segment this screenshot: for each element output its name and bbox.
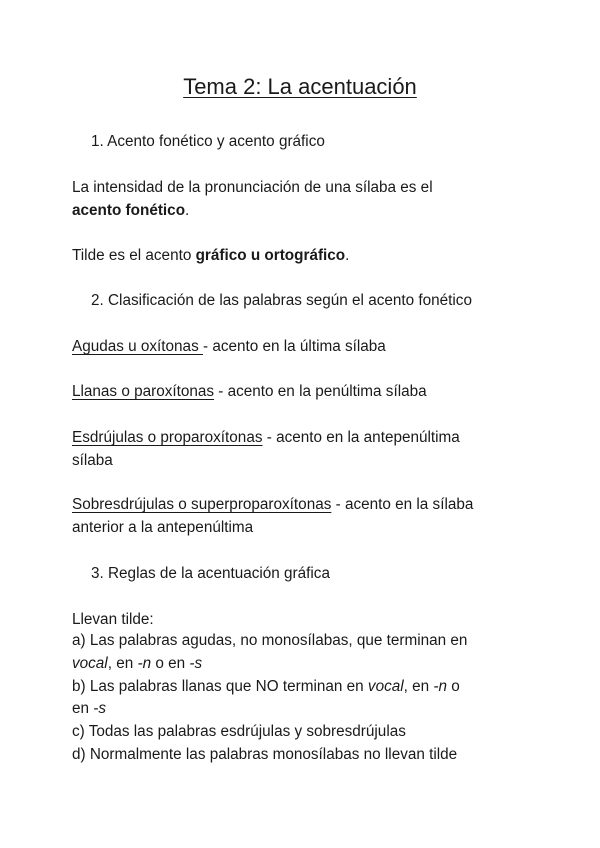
paragraph-tilde [72,246,349,266]
classification-desc: - acento en la última sílaba [202,338,386,355]
classification-term: Agudas u oxítonas [72,338,203,355]
period: . [185,202,190,219]
italic-s: -s [93,700,107,717]
rule-text: , en [403,678,434,695]
italic-vocal: vocal [367,678,404,695]
period: . [345,247,350,264]
term-acento-fonetico: acento fonético [72,202,186,219]
rule-text: o en [151,655,190,672]
rule-c: c) Todas las palabras esdrújulas y sobresdrújulas [72,723,406,740]
classification-term: Sobresdrújulas o superproparoxítonas [72,496,332,513]
rule-d: d) Normalmente las palabras monosílabas no llevan tilde [72,746,458,763]
classification-item-sobresdrujulas [72,495,473,515]
classification-desc-continued: anterior a la antepenúltima [72,519,254,536]
rule-text: , en [107,655,138,672]
tilde-text: Tilde es el acento [72,247,196,264]
classification-desc: - acento en la sílaba [331,496,474,513]
term-grafico-ortografico: gráfico u ortográfico [195,247,346,264]
rule-text: en [72,700,94,717]
classification-desc: - acento en la antepenúltima [262,429,460,446]
paragraph-intensity-line2 [72,201,189,221]
section-2-heading: 2. Clasificación de las palabras según el acento fonético [91,292,472,309]
rule-b-line1 [72,677,460,697]
classification-term: Esdrújulas o proparoxítonas [72,429,263,446]
rule-a-line2 [72,654,202,674]
rule-b-line2 [72,699,106,719]
italic-vocal: vocal [72,655,108,672]
classification-item-esdrujulas [72,428,460,448]
classification-item-llanas [72,382,427,402]
classification-desc-continued: sílaba [72,452,113,469]
page-title: Tema 2: La acentuación [183,74,417,99]
classification-desc: - acento en la penúltima sílaba [214,383,427,400]
rule-text: o [447,678,460,695]
section-1-heading: 1. Acento fonético y acento gráfico [91,133,325,150]
rule-text: b) Las palabras llanas que NO terminan en [72,678,368,695]
italic-s: -s [189,655,203,672]
classification-term: Llanas o paroxítonas [72,383,215,400]
rules-intro: Llevan tilde: [72,611,154,628]
rule-a-line1: a) Las palabras agudas, no monosílabas, que terminan en [72,632,468,649]
paragraph-intensity-line1: La intensidad de la pronunciación de una sílaba es el [72,179,433,196]
italic-n: -n [137,655,152,672]
section-3-heading: 3. Reglas de la acentuación gráfica [91,565,330,582]
italic-n: -n [433,678,448,695]
classification-item-agudas [72,337,386,357]
